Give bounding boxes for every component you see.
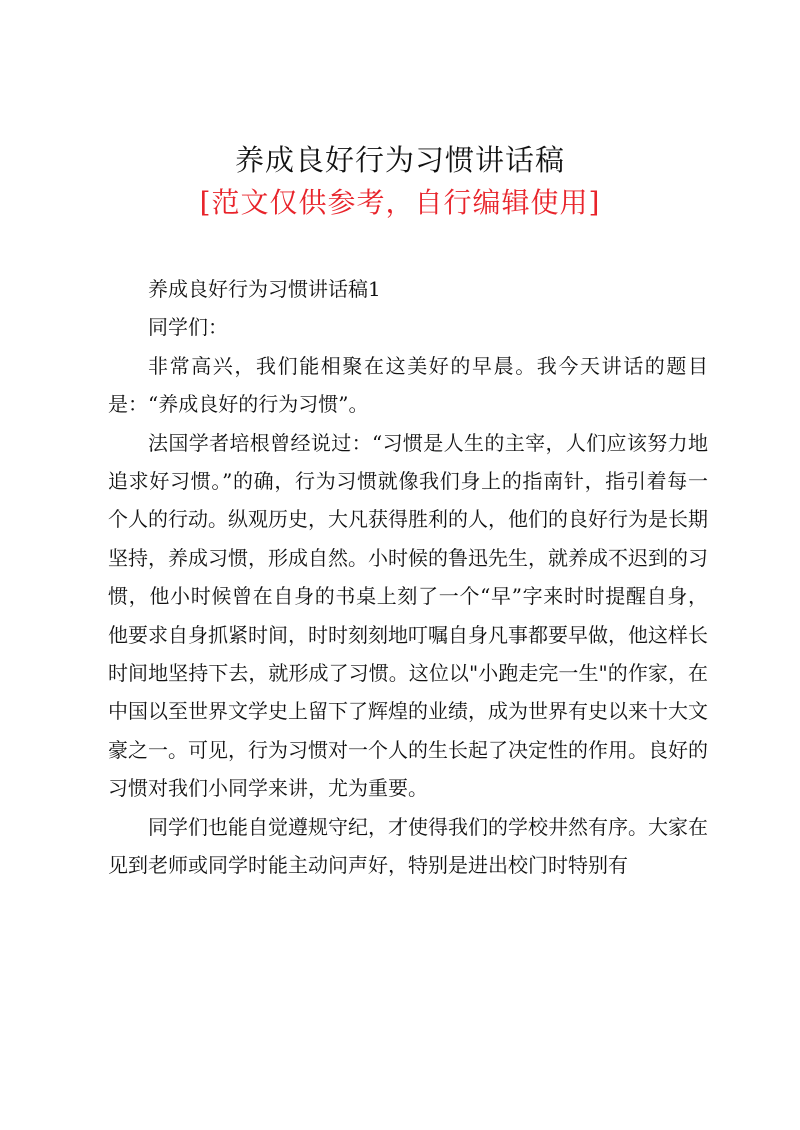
paragraph-intro: 非常高兴，我们能相聚在这美好的早晨。我今天讲话的题目是：“养成良好的行为习惯”。 xyxy=(108,353,708,417)
paragraph-heading: 养成良好行为习惯讲话稿1 xyxy=(148,277,381,301)
document-title: 养成良好行为习惯讲话稿 xyxy=(234,143,565,177)
paragraph-discipline: 同学们也能自觉遵规守纪，才使得我们的学校井然有序。大家在见到老师或同学时能主动问声好，特别是进出校门时特别有 xyxy=(108,814,708,878)
paragraph-bacon-quote: 法国学者培根曾经说过：“习惯是人生的主宰，人们应该努力地追求好习惯。”的确，行为习惯就像我们身上的指南针，指引着每一个人的行动。纵观历史，大凡获得胜利的人，他们的良好行为是长期坚持，养成习惯，形成自然。小时候的鲁迅先生，就养成不迟到的习惯，他小时候曾在自身的书桌上刻了一个“早”字来时时提醒自身，他要求自身抓紧时间，时时刻刻地叮嘱自身凡事都要早做，他这样长时间地坚持下去，就形成了习惯。这位以"小跑走完一生"的作家，在中国以至世界文学史上留下了辉煌的业绩，成为世界有史以来十大文豪之一。可见，行为习惯对一个人的生长起了决定性的作用。良好的习惯对我们小同学来讲，尤为重要。 xyxy=(108,430,708,801)
document-body xyxy=(108,270,708,885)
paragraph-salutation: 同学们： xyxy=(148,315,228,340)
document-subtitle: [范文仅供参考，自行编辑使用] xyxy=(199,186,601,219)
